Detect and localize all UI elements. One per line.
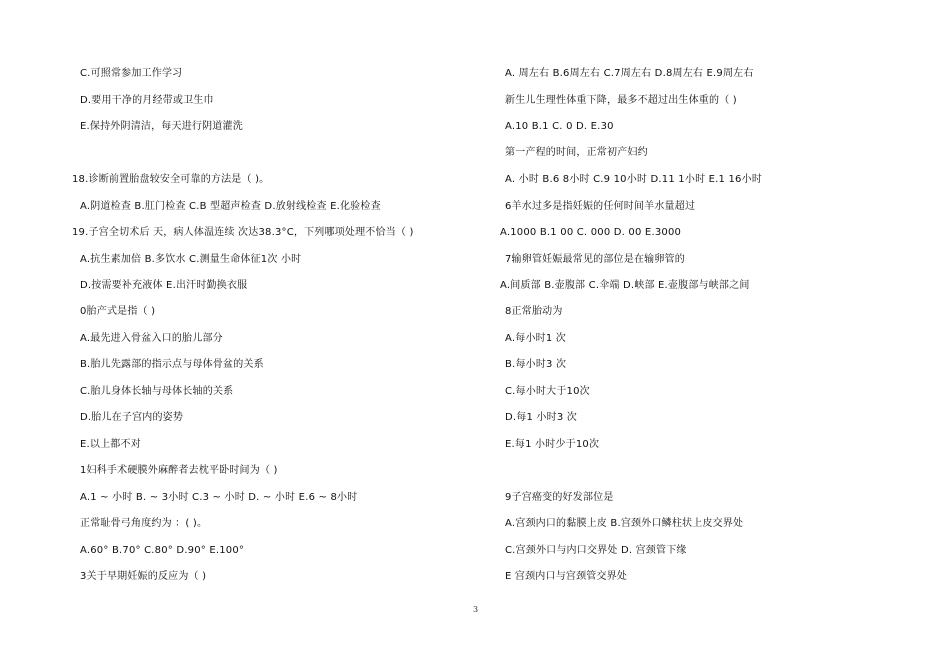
right-line: D.每1 小时3 次 — [505, 412, 577, 423]
question-18: 18.诊断前置胎盘较安全可靠的方法是（ )。 — [72, 174, 270, 185]
question-26: 6羊水过多是指妊娠的任何时间羊水量超过 — [505, 201, 696, 212]
left-line: E.保持外阴清洁，每天进行阴道灌洗 — [80, 121, 243, 132]
left-line: A.阴道检查 B.肛门检查 C.B 型超声检查 D.放射线检查 E.化验检查 — [80, 201, 381, 212]
question-27: 7输卵管妊娠最常见的部位是在输卵管的 — [505, 254, 685, 265]
right-line: B.每小时3 次 — [505, 359, 567, 370]
right-line: A.间质部 B.壶腹部 C.伞端 D.峡部 E.壶腹部与峡部之间 — [500, 280, 750, 291]
question-25: 第一产程的时间，正常初产妇约 — [505, 147, 648, 158]
right-line: A.宫颈内口的黏膜上皮 B.宫颈外口鳞柱状上皮交界处 — [505, 518, 744, 529]
question-21: 1妇科手术硬膜外麻醉者去枕平卧时间为（ ) — [80, 465, 278, 476]
left-line: B.胎儿先露部的指示点与母体骨盆的关系 — [80, 359, 264, 370]
left-line: A.抗生素加倍 B.多饮水 C.测量生命体征1次 小时 — [80, 254, 302, 265]
right-line: C.每小时大于10次 — [505, 386, 590, 397]
left-line: A.最先进入骨盆入口的胎儿部分 — [80, 333, 223, 344]
left-line: C.胎儿身体长轴与母体长轴的关系 — [80, 386, 234, 397]
question-28: 8正常胎动为 — [505, 306, 563, 317]
question-24: 新生儿生理性体重下降，最多不超过出生体重的（ ) — [505, 95, 737, 106]
question-22: 正常耻骨弓角度约为 ：( )。 — [80, 518, 208, 529]
question-19: 19.子宫全切术后 天，病人体温连续 次达38.3°C，下列哪项处理不恰当（ ) — [72, 227, 414, 238]
left-line: A.60° B.70° C.80° D.90° E.100° — [80, 545, 245, 556]
right-line: A. 小时 B.6 8小时 C.9 10小时 D.11 1小时 E.1 16小时 — [505, 174, 763, 185]
left-line: C.可照常参加工作学习 — [80, 68, 183, 79]
question-20: 0胎产式是指（ ) — [80, 306, 156, 317]
left-line: D.胎儿在子宫内的姿势 — [80, 412, 184, 423]
left-line: E.以上都不对 — [80, 439, 141, 450]
right-line: E.每1 小时少于10次 — [505, 439, 600, 450]
right-line: A. 周左右 B.6周左右 C.7周左右 D.8周左右 E.9周左右 — [505, 68, 754, 79]
right-line: A.每小时1 次 — [505, 333, 566, 344]
question-23: 3关于早期妊娠的反应为（ ) — [80, 571, 207, 582]
left-line: D.按需要补充液体 E.出汗时勤换衣服 — [80, 280, 248, 291]
right-line: A.10 B.1 C. 0 D. E.30 — [505, 121, 614, 132]
right-line: C.宫颈外口与内口交界处 D. 宫颈管下缘 — [505, 545, 687, 556]
question-29: 9子宫癌变的好发部位是 — [505, 492, 614, 503]
right-line: E 宫颈内口与宫颈管交界处 — [505, 571, 628, 582]
page-number: 3 — [473, 605, 479, 614]
left-line: A.1 ~ 小时 B. ~ 3小时 C.3 ~ 小时 D. ~ 小时 E.6 ~ 8小时 — [80, 492, 358, 503]
left-line: D.要用干净的月经带或卫生巾 — [80, 95, 214, 106]
right-line: A.1000 B.1 00 C. 000 D. 00 E.3000 — [500, 227, 682, 238]
